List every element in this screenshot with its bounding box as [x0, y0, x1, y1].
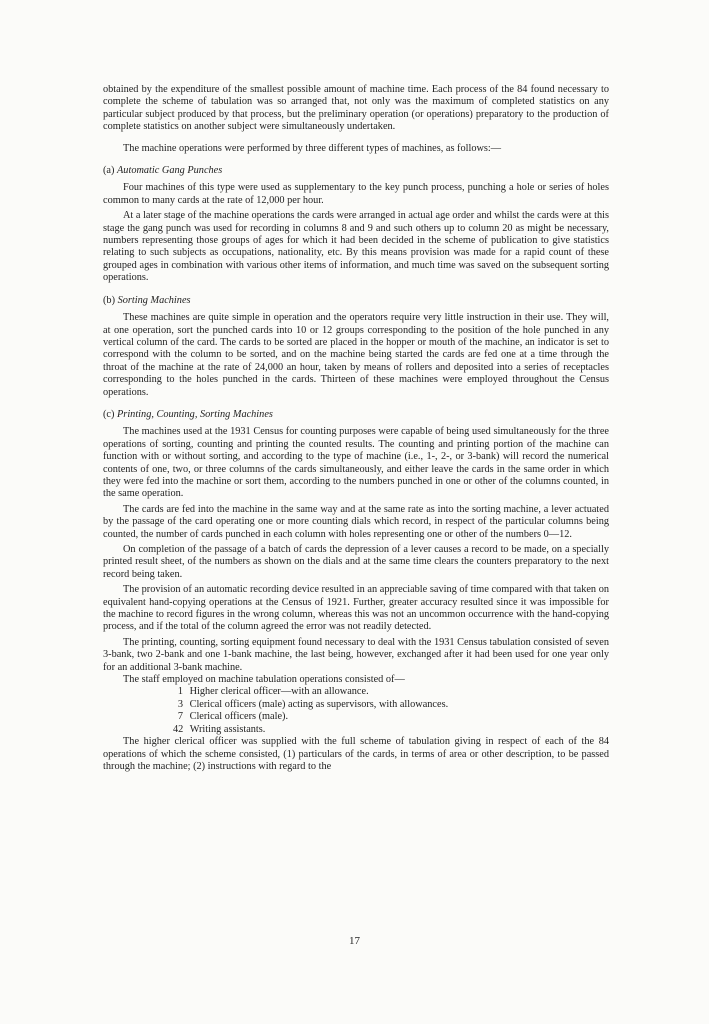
section-paragraph: The provision of an automatic recording device resulted in an appreciable saving of time compared with that taken on equivalent hand-copying operations at the Census of 1921. Further, greater accuracy resulted since it was impossible for the machine to record figures in the wrong column, whereas this was not an uncommon occurrence with the hand-copying process, and if the total of the column agreed the error was not readily detected.: [103, 584, 609, 633]
staff-item: [173, 724, 609, 736]
staff-list: [173, 686, 609, 736]
section-gang-punches: [103, 165, 609, 285]
page-number: 17: [349, 935, 360, 947]
section-sorting-machines: [103, 295, 609, 399]
closing-paragraph: The higher clerical officer was supplied with the full scheme of tabulation giving in respect of each of the 84 operations of which the scheme consisted, (1) particulars of the cards, in terms of area or other description, to be passed through the machine; (2) instructions with regard to the: [103, 736, 609, 772]
section-heading: [103, 165, 609, 177]
page-body: [103, 84, 609, 773]
section-title: Printing, Counting, Sorting Machines: [117, 408, 273, 420]
section-paragraph: These machines are quite simple in operation and the operators require very little instruction in their use. They will, at one operation, sort the punched cards into 10 or 12 groups corresponding to the position of the hole punched in any vertical column of the card. The cards to be sorted are placed in the hopper or mouth of the machine, an indicator is set to correspond with the column to be sorted, and on the machine being started the cards are fed one at a time through the throat of the machine at the rate of 24,000 an hour, taken by means of rollers and deposited into a series of receptacles corresponding to the holes punched in the cards. Thirteen of these machines were employed throughout the Census operations.: [103, 312, 609, 398]
section-printing-counting-sorting: [103, 409, 609, 674]
staff-description: Higher clerical officer—with an allowance.: [189, 686, 369, 698]
staff-description: Writing assistants.: [189, 723, 266, 735]
section-paragraph: At a later stage of the machine operations the cards were arranged in actual age order and whilst the cards were at this stage the gang punch was used for recording in columns 8 and 9 and such others up to column 20 as might be necessary, numbers representing those groups of ages for which it had been decided in the scheme of publication to give statistics relating to such subjects as occupations, nationality, etc. By this means provision was made for a rapid count of these grouped ages in combination with various other items of information, and much time was saved on the subsequent sorting operations.: [103, 210, 609, 284]
intro-paragraph: obtained by the expenditure of the smallest possible amount of machine time. Each process of the 84 found necessary to complete the scheme of tabulation was so arranged that, not only was the maximum of completed statistics on any particular subject produced by that process, but the preliminary operation (or operations) preparatory to the production of complete statistics on another subject were simultaneously undertaken.: [103, 84, 609, 133]
section-marker: (b): [103, 294, 116, 306]
section-paragraph: The cards are fed into the machine in the same way and at the same rate as into the sorting machine, a lever actuated by the passage of the card operating one or more counting dials which record, in respect of the particular columns being counted, the number of cards punched in each column with holes representing one or other of the numbers 0—12.: [103, 503, 609, 540]
staff-count: 1: [177, 686, 183, 698]
section-title: Sorting Machines: [117, 294, 191, 306]
section-title: Automatic Gang Punches: [117, 165, 223, 177]
staff-description: Clerical officers (male) acting as supervisors, with allowances.: [189, 698, 449, 710]
section-heading: [103, 409, 609, 421]
section-paragraph: The printing, counting, sorting equipment found necessary to deal with the 1931 Census tabulation consisted of seven 3-bank, two 2-bank and one 1-bank machine, the last being, however, exchanged after it had been used for one year only for an additional 3-bank machine.: [103, 636, 609, 673]
staff-count: 7: [177, 711, 183, 723]
staff-description: Clerical officers (male).: [189, 711, 289, 723]
section-heading: [103, 295, 609, 307]
section-paragraph: The machines used at the 1931 Census for counting purposes were capable of being used simultaneously for the three operations of sorting, counting and printing the counted results. The counting and printing portion of the machine can function with or without sorting, and according to the type of machine (i.e., 1-, 2-, or 3-bank) will record the numerical contents of one, two, or three columns of the cards simultaneously, and either leave the cards in the same order in which they were fed into the machine or sort them, according to the numbers punched in one or other of the columns counted, in the same operation.: [103, 426, 609, 500]
staff-count: 3: [177, 698, 183, 710]
staff-item: [173, 711, 609, 723]
section-paragraph: On completion of the passage of a batch of cards the depression of a lever causes a record to be made, on a specially printed result sheet, of the numbers as shown on the dials and at the same time clears the counters preparatory to the next record being taken.: [103, 544, 609, 580]
section-marker: (a): [103, 165, 115, 177]
staff-item: [173, 686, 609, 698]
staff-count: 42: [173, 723, 184, 735]
machine-types-intro: The machine operations were performed by three different types of machines, as follows:—: [123, 142, 502, 154]
staff-intro: The staff employed on machine tabulation operations consisted of—: [123, 674, 405, 686]
staff-item: [173, 699, 609, 711]
section-marker: (c): [103, 408, 115, 420]
section-paragraph: Four machines of this type were used as supplementary to the key punch process, punching a hole or series of holes common to many cards at the rate of 12,000 per hour.: [103, 182, 609, 206]
